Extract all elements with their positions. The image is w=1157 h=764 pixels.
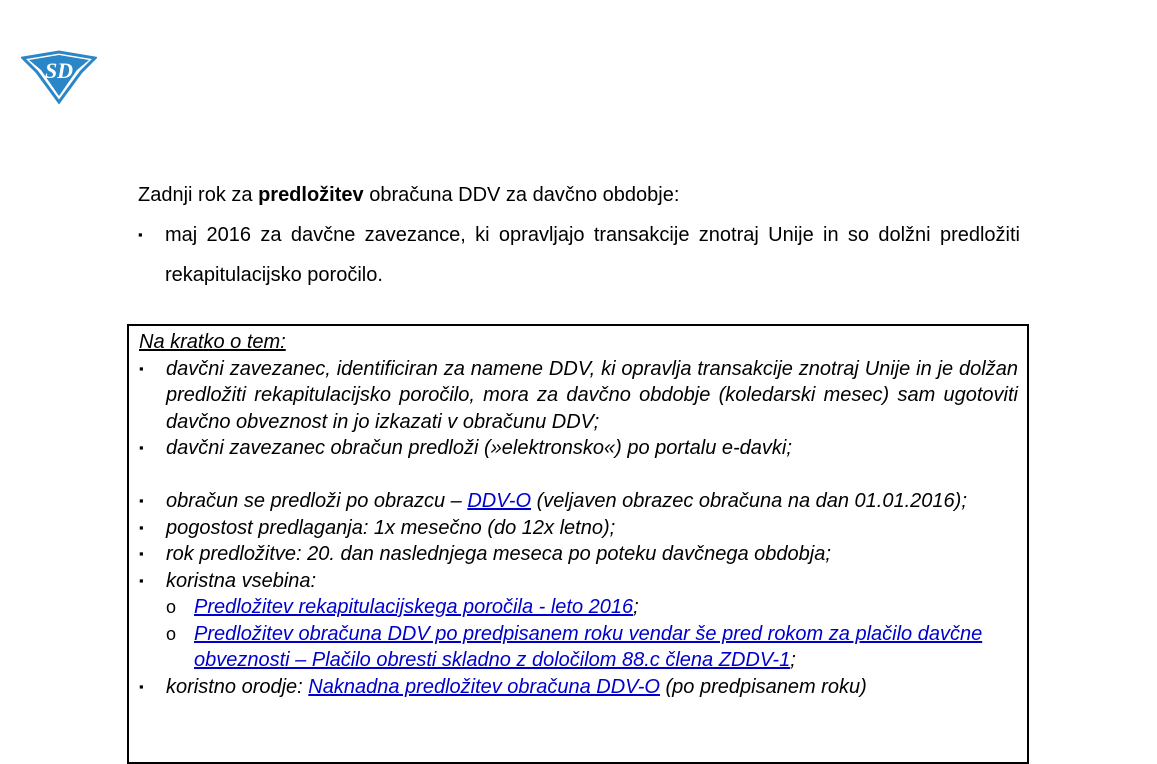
sub-list-item: o Predložitev obračuna DDV po predpisanem roku vendar še pred rokom za plačilo davčne obveznosti – Plačilo obresti skladno z določilom 88.c člena ZDDV-1;: [166, 622, 983, 671]
bullet-icon: ▪: [139, 678, 144, 694]
bullet-icon: ▪: [139, 546, 144, 561]
bullet-icon: ▪: [139, 572, 144, 588]
summary-list: [139, 356, 1018, 462]
list-item: ▪ koristno orodje: Naknadna predložitev obračuna DDV-O (po predpisanem roku): [139, 674, 1018, 701]
sub-list-item: o Predložitev rekapitulacijskega poročila - leto 2016;: [139, 594, 1018, 621]
ddv-o-link[interactable]: DDV-O: [467, 490, 532, 512]
bullet-icon: ▪: [139, 493, 144, 508]
summary-box: [127, 324, 1029, 764]
summary-list-2: [139, 488, 1018, 700]
list-item: ▪ obračun se predloži po obrazcu – DDV-O (veljaven obrazec obračuna na dan 01.01.2016);: [139, 488, 1018, 515]
predlozitev-obracuna-link[interactable]: Predložitev obračuna DDV po predpisanem roku vendar še pred rokom za plačilo davčne obveznosti – Plačilo obresti skladno z določilom 88.c člena ZDDV-1: [194, 622, 983, 671]
list-item: ▪ maj 2016 za davčne zavezance, ki opravljajo transakcije znotraj Unije in so dolžni predložiti rekapitulacijsko poročilo.: [138, 215, 1020, 295]
bullet-icon: ▪: [139, 440, 144, 455]
list-item: ▪ koristna vsebina:: [139, 568, 1018, 595]
sub-bullet-icon: o: [166, 597, 177, 617]
intro-line: Zadnji rok za predložitev obračuna DDV za davčno obdobje:: [138, 184, 680, 206]
bullet-icon: ▪: [139, 519, 144, 535]
svg-text:SD: SD: [44, 58, 74, 83]
naknadna-predlozitev-link[interactable]: Naknadna predložitev obračuna DDV-O: [308, 675, 660, 698]
list-item: ▪ pogostost predlaganja: 1x mesečno (do 12x letno);: [139, 515, 1018, 542]
list-item: ▪ davčni zavezanec obračun predloži (»elektronsko«) po portalu e-davki;: [139, 435, 1018, 462]
rekapitulacijsko-porocilo-link[interactable]: Predložitev rekapitulacijskega poročila - leto 2016: [194, 596, 634, 618]
bullet-icon: ▪: [139, 360, 144, 376]
intro-list: [138, 215, 1020, 295]
sub-bullet-icon: o: [166, 623, 177, 644]
list-item: ▪ davčni zavezanec, identificiran za namene DDV, ki opravlja transakcije znotraj Unije in je dolžan predložiti rekapitulacijsko poročilo, mora za davčno obdobje (koledarski mesec) sam ugotoviti davčno obveznost in jo izkazati v obračunu DDV;: [139, 357, 1018, 433]
intro-section: [138, 175, 1020, 295]
sd-logo: [21, 50, 97, 104]
box-heading: Na kratko o tem:: [139, 331, 286, 353]
list-item: ▪ rok predložitve: 20. dan naslednjega meseca po poteku davčnega obdobja;: [139, 541, 1018, 568]
bullet-icon: ▪: [138, 227, 143, 242]
